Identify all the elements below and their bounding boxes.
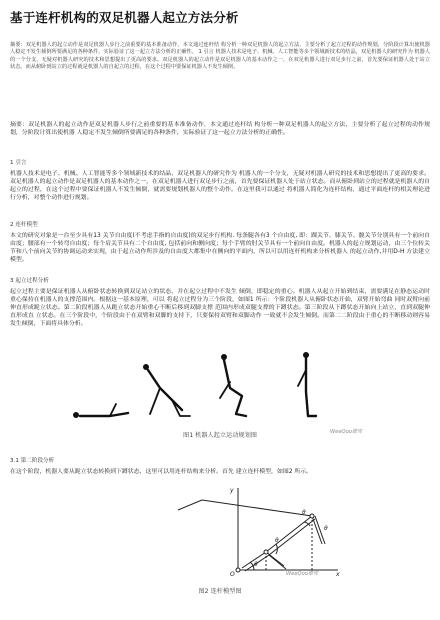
abstract-repeat-paragraph: 摘要：双足机器人的起立动作是双足机器人步行之前重要的基本准备动作，本文通过连杆结 构分析一种双足机器人的起立方法，主要分析了起立过程的动作规划，分阶段计算出使机器 人稳定不发生倾倒所要满足的各种条件，实际验证了这一起立方法分析的正确性。: [10, 122, 430, 136]
section-3-body: 起立过程主要是保证机器人从俯卧状态转换到双足站立的状态，并在起立过程中不发生 倾倒，即稳定的重心。机器人从起立开始到结束，需要满足在静态运动时重心保持在机器人的支撑范围内。根据这一基本原理，可以 将起立过程分为三个阶段，如图1 所示：个阶段机器人从俯卧状态开始，双臂开始弯曲 同时双臂向前伸直形成跪立状态。第二阶段机器人从跪立状态开始重心不断后移到双脚支撑 范围内形成双腿支撑的下蹲状态。第三阶段从下蹲状态开始向上站立，直到双腿伸直形成直 立状态。在三个阶段中，个阶段由于在双臂和双脚的支持下，只要保持双臂和双脚动作 一致就不会发生倾倒。而第二二阶段由于重心的不断移动则容易发生倾倒，下面将具体分析。: [10, 289, 430, 327]
label-theta-2: θ: [275, 537, 279, 544]
label-y: y: [230, 487, 234, 494]
section-1-body: 机器人技术是电子、机械、人工智能等多个领域新技术的结晶，双足机器人的研究作为 机器人的一个分支，无疑对机器人研究的技术和思想提出了更高的要求。 双足机器人的起立动作是双足机器人的基本动作之一，在双足机器人进行双足步行之前，首先要保证机器人处于站立状态。而从俯卧到站立的过程就是机器人的自起立的过程，在这个过程中要保证机器人不发生倾倒，就需要规划机器人的整个动作。在这里我可以通过 将机器人简化为连杆结构，通过平面连杆的相关理论进行分析，对整个动作进行规划。: [10, 171, 430, 201]
label-origin: O: [230, 571, 235, 578]
figure-1-caption: 图1 机器人起立运动规划图: [183, 432, 257, 439]
paper-title: 基于连杆机构的双足机器人起立方法分析: [10, 10, 239, 25]
figure-1-robot-poses: [70, 352, 370, 430]
joint-origin-icon: [236, 568, 240, 572]
figure-2-watermark: WeeQoo维库: [286, 571, 319, 577]
section-3-1-body: 在这个阶段，机器人要从跪立状态转换到下蹲状态，这里可以用连杆结构来分析。首先 建立连杆模型，如图2 所示。: [10, 469, 313, 475]
pose-lying: [80, 413, 128, 416]
figure-2-linkage-model: [70, 482, 370, 578]
abstract-paragraph: 摘要：双足机器人的起立动作是双足机器人步行之前重要的基本准备动作，本文通过连杆结 构分析一种双足机器人的起立方法，主要分析了起立过程的动作规划，分阶段计算出使机器 人稳定不发生倾倒所要满足的各种条件，实际验证了这一起立方法分析的正确性。 1 引言 机器人技术是电子、机械、人工智能等多个领域新技术的结晶，双足机器人的研究作为 机器人的一个分支，无疑对机器人研究的技术和思想提出了更高的要求。双足机器人的起立动作是双足机器人的基本动作之一，在双足机器人进行双足步行之前，首先要保证机器人处于站立状态。而从俯卧到站立的过程就是机器人的自起立的过程，在这个过程中要保证机器人不发生倾倒。: [10, 42, 430, 71]
figure-2-caption: 图2 连杆模型图: [198, 588, 242, 595]
section-2-body: 本文的研究对象是一台至少具有13 关节自由度(不考虑手指的自由度)的双足步行机构. 每条腿各有3 个自由度, 即：踝关节、膝关节、髋关节分别具有一个前向自由度；腰部有一个转弯自由度；每个肩关节具有二个自由度, 包括前向和侧向度；每个手臂的肘关节具有一个前向自由度。机器人的起立规划运动，由三个位转关节和八个前向关节的协调运动来实现，由于起立动作所涉及的自由度大都集中在侧向的平面内，所以可以用连杆机构来分析机器人 的起立动作,并用D-H 方法建立模型。: [10, 233, 430, 263]
link-torso: [266, 516, 315, 555]
section-3-heading: 3 起立过程分析: [10, 278, 49, 284]
pose-kneeling-head-icon: [143, 364, 149, 370]
label-theta-3: θ: [302, 509, 306, 516]
label-x: x: [336, 571, 340, 578]
section-3-1-heading: 3.1 第二阶段分析: [10, 458, 55, 464]
section-2-heading: 2 连杆模型: [10, 222, 38, 228]
section-1-heading: 1 引言: [10, 160, 27, 166]
joint-hip-icon: [310, 514, 314, 518]
figure-1-watermark: WeeQoo维库: [330, 429, 363, 435]
link-upper-tip: [178, 500, 202, 510]
pose-standing: [306, 358, 316, 416]
pose-squatting-head-icon: [221, 354, 227, 360]
joint-knee-icon: [264, 550, 268, 554]
pose-lying-joint-icon: [73, 412, 79, 418]
label-theta-4: θ: [324, 525, 328, 532]
label-theta-1: θ: [254, 561, 258, 568]
link-upper: [202, 500, 312, 516]
pose-standing-head-icon: [303, 352, 309, 358]
